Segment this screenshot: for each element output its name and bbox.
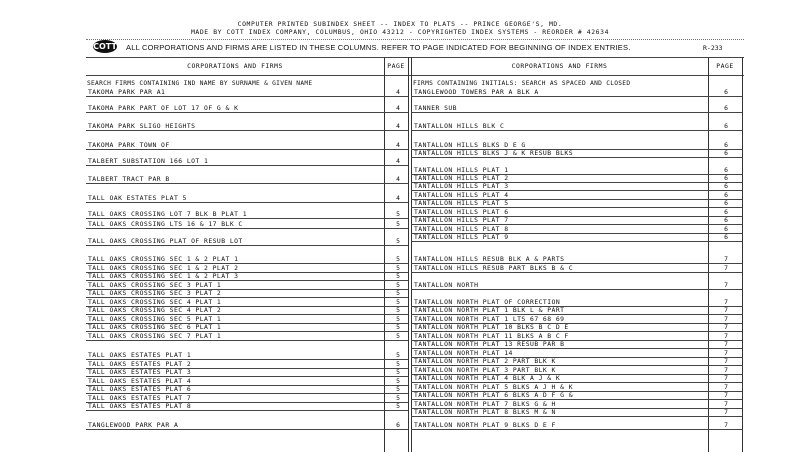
entry-page: 7	[724, 421, 728, 429]
entry-page: 7	[724, 255, 728, 263]
entry-name: TALL OAKS CROSSING SEC 3 PLAT 1	[88, 281, 222, 289]
entry-page: 5	[396, 298, 400, 306]
entry-page: 5	[396, 306, 400, 314]
entry-page: 7	[724, 366, 728, 374]
entry-page: 6	[724, 233, 728, 241]
entry-page: 6	[724, 208, 728, 216]
entry-name: TAKOMA PARK PART OF LOT 17 OF G & K	[88, 104, 239, 112]
entry-page: 6	[724, 191, 728, 199]
entry-page: 5	[396, 323, 400, 331]
row-rule	[86, 149, 408, 150]
entry-page: 5	[396, 351, 400, 359]
entry-name: TANGLEWOOD TOWERS PAR A BLK A	[414, 88, 539, 96]
entry-name: TALL OAKS CROSSING PLAT OF RESUB LOT	[88, 237, 243, 245]
row-rule	[86, 429, 408, 430]
column-notice: ALL CORPORATIONS AND FIRMS ARE LISTED IN THESE COLUMNS. REFER TO PAGE INDICATED FOR BEGINNING OF INDEX ENTRIES.	[126, 43, 631, 52]
entry-name: TANTALLON NORTH PLAT 5 BLKS A J H & K	[414, 383, 574, 391]
publisher-line: MADE BY COTT INDEX COMPANY, COLUMBUS, OHIO 43212 - COPYRIGHTED INDEX SYSTEMS - REORDER # 42634	[190, 28, 610, 36]
entry-page: 5	[396, 385, 400, 393]
entry-page: 6	[724, 88, 728, 96]
table-header-border	[86, 75, 744, 76]
entry-name: TALL OAKS CROSSING SEC 4 PLAT 2	[88, 306, 222, 314]
entry-name: TANTALLON HILLS RESUB PART BLKS B & C	[414, 264, 574, 272]
entry-page: 5	[396, 315, 400, 323]
entry-name: TALL OAKS ESTATES PLAT 8	[88, 402, 192, 410]
entry-page: 5	[396, 360, 400, 368]
entry-name: TANTALLON HILLS BLK C	[414, 122, 505, 130]
entry-name: TANTALLON HILLS PLAT 1	[414, 166, 509, 174]
row-rule	[411, 157, 742, 158]
entry-name: TANGLEWOOD PARK PAR A	[88, 421, 179, 429]
entry-name: TAKOMA PARK PAR A1	[88, 88, 166, 96]
row-rule	[86, 112, 408, 113]
entry-page: 6	[724, 199, 728, 207]
entry-name: TANTALLON NORTH PLAT 11 BLKS A B C F	[414, 332, 569, 340]
entry-name: TALL OAKS ESTATES PLAT 4	[88, 377, 192, 385]
entry-name: TANTALLON NORTH PLAT 10 BLKS B C D E	[414, 323, 569, 331]
entry-page: 4	[396, 175, 400, 183]
row-rule	[411, 416, 742, 417]
entry-name: TANTALLON HILLS PLAT 5	[414, 199, 509, 207]
column-divider-right-page	[708, 57, 709, 452]
entry-page: 7	[724, 383, 728, 391]
entry-page: 5	[396, 281, 400, 289]
entry-page: 5	[396, 272, 400, 280]
entry-name: TALBERT TRACT PAR B	[88, 175, 170, 183]
entry-page: 5	[396, 255, 400, 263]
row-rule	[411, 96, 742, 97]
entry-name: TANTALLON HILLS PLAT 6	[414, 208, 509, 216]
entry-name: TANTALLON NORTH PLAT 1 LTS 67 68 69	[414, 315, 565, 323]
entry-page: 7	[724, 306, 728, 314]
row-rule	[86, 202, 408, 203]
entry-name: TANTALLON HILLS RESUB BLK A & PARTS	[414, 255, 565, 263]
sheet-number: R-233	[703, 44, 723, 52]
entry-name: TANTALLON NORTH PLAT 7 BLKS G & H	[414, 400, 556, 408]
entry-name: TAKOMA PARK TOWN OF	[88, 141, 170, 149]
entry-page: 5	[396, 237, 400, 245]
entry-name: TALL OAKS CROSSING SEC 1 & 2 PLAT 1	[88, 255, 239, 263]
entry-page: 5	[396, 289, 400, 297]
entry-name: TALL OAK ESTATES PLAT 5	[88, 194, 187, 202]
entry-name: TALL OAKS CROSSING SEC 1 & 2 PLAT 2	[88, 264, 239, 272]
entry-page: 4	[396, 157, 400, 165]
entry-page: 5	[396, 402, 400, 410]
entry-page: 7	[724, 408, 728, 416]
entry-page: 6	[396, 421, 400, 429]
table-right-border	[742, 57, 743, 452]
entry-page: 5	[396, 332, 400, 340]
entry-name: TANTALLON HILLS PLAT 2	[414, 174, 509, 182]
row-rule	[86, 410, 408, 411]
entry-page: 5	[396, 264, 400, 272]
entry-name: TANTALLON HILLS PLAT 7	[414, 216, 509, 224]
entry-name: TALL OAKS ESTATES PLAT 2	[88, 360, 192, 368]
entry-name: TALL OAKS CROSSING SEC 7 PLAT 1	[88, 332, 222, 340]
row-rule	[411, 112, 742, 113]
entry-page: 7	[724, 340, 728, 348]
entry-page: 5	[396, 394, 400, 402]
column-divider-middle-b	[411, 57, 412, 452]
row-rule	[411, 429, 742, 430]
entry-name: TALL OAKS CROSSING LOT 7 BLK B PLAT 1	[88, 210, 248, 218]
entry-name: TANTALLON HILLS BLKS D E G	[414, 141, 526, 149]
entry-name: TANNER SUB	[414, 104, 457, 112]
entry-name: TANTALLON NORTH PLAT 2 PART BLK K	[414, 357, 556, 365]
entry-name: TANTALLON NORTH PLAT 3 PART BLK K	[414, 366, 556, 374]
row-rule	[86, 96, 408, 97]
right-column-note: FIRMS CONTAINING INITIALS: SEARCH AS SPACED AND CLOSED	[413, 80, 631, 87]
entry-page: 6	[724, 166, 728, 174]
entry-name: TALL OAKS ESTATES PLAT 6	[88, 385, 192, 393]
entry-page: 6	[724, 104, 728, 112]
entry-page: 7	[724, 332, 728, 340]
entry-name: TANTALLON NORTH PLAT 6 BLKS A D F G &	[414, 391, 574, 399]
entry-name: TANTALLON HILLS PLAT 8	[414, 225, 509, 233]
entry-page: 7	[724, 315, 728, 323]
entry-page: 7	[724, 281, 728, 289]
entry-name: TALL OAKS CROSSING SEC 4 PLAT 1	[88, 298, 222, 306]
entry-page: 5	[396, 377, 400, 385]
entry-name: TANTALLON HILLS BLKS J & K RESUB BLKS	[414, 149, 574, 157]
entry-page: 4	[396, 104, 400, 112]
entry-name: TALL OAKS CROSSING LTS 16 & 17 BLK C	[88, 220, 243, 228]
entry-name: TANTALLON NORTH PLAT 9 BLKS D E F	[414, 421, 556, 429]
row-rule	[86, 130, 408, 131]
entry-page: 7	[724, 298, 728, 306]
entry-name: TALL OAKS CROSSING SEC 1 & 2 PLAT 3	[88, 272, 239, 280]
entry-page: 6	[724, 149, 728, 157]
entry-page: 6	[724, 216, 728, 224]
row-rule	[86, 183, 408, 184]
entry-page: 7	[724, 323, 728, 331]
entry-name: TANTALLON HILLS PLAT 4	[414, 191, 509, 199]
entry-name: TANTALLON NORTH PLAT 4 BLK A J & K	[414, 374, 561, 382]
row-rule	[86, 340, 408, 341]
entry-page: 7	[724, 264, 728, 272]
entry-page: 4	[396, 88, 400, 96]
entry-page: 4	[396, 141, 400, 149]
column-divider-middle-a	[408, 57, 409, 452]
entry-page: 7	[724, 357, 728, 365]
entry-page: 6	[724, 122, 728, 130]
sheet-title: COMPUTER PRINTED SUBINDEX SHEET -- INDEX TO PLATS -- PRINCE GEORGE'S, MD.	[237, 20, 563, 28]
right-page-heading: PAGE	[716, 62, 734, 70]
entry-name: TANTALLON HILLS PLAT 3	[414, 182, 509, 190]
entry-page: 6	[724, 174, 728, 182]
row-rule	[86, 245, 408, 246]
table-top-border	[86, 57, 744, 58]
row-rule	[411, 241, 742, 242]
entry-name: TALL OAKS CROSSING SEC 3 PLAT 2	[88, 289, 222, 297]
left-column-heading: CORPORATIONS AND FIRMS	[187, 62, 283, 70]
entry-page: 7	[724, 374, 728, 382]
entry-page: 4	[396, 194, 400, 202]
entry-page: 7	[724, 349, 728, 357]
entry-page: 6	[724, 225, 728, 233]
entry-name: TALL OAKS CROSSING SEC 6 PLAT 1	[88, 323, 222, 331]
entry-page: 4	[396, 122, 400, 130]
row-rule	[86, 165, 408, 166]
cott-logo: COTT	[93, 42, 117, 51]
entry-name: TALL OAKS ESTATES PLAT 3	[88, 368, 192, 376]
entry-name: TANTALLON NORTH PLAT 14	[414, 349, 513, 357]
entry-name: TAKOMA PARK SLIGO HEIGHTS	[88, 122, 196, 130]
entry-name: TALL OAKS CROSSING SEC 5 PLAT 1	[88, 315, 222, 323]
entry-page: 6	[724, 182, 728, 190]
row-rule	[411, 289, 742, 290]
row-rule	[411, 272, 742, 273]
entry-page: 6	[724, 141, 728, 149]
right-column-heading: CORPORATIONS AND FIRMS	[511, 62, 608, 70]
row-rule	[86, 228, 408, 229]
entry-page: 5	[396, 368, 400, 376]
entry-name: TANTALLON NORTH PLAT 8 BLKS M & N	[414, 408, 556, 416]
entry-name: TANTALLON NORTH PLAT OF CORRECTION	[414, 298, 561, 306]
entry-name: TANTALLON HILLS PLAT 9	[414, 233, 509, 241]
row-rule	[411, 130, 742, 131]
entry-name: TANTALLON NORTH PLAT 13 RESUB PAR B	[414, 340, 565, 348]
left-column-note: SEARCH FIRMS CONTAINING IND NAME BY SURNAME & GIVEN NAME	[87, 80, 313, 87]
entry-name: TALL OAKS ESTATES PLAT 1	[88, 351, 192, 359]
entry-page: 7	[724, 400, 728, 408]
entry-name: TANTALLON NORTH PLAT 1 BLK L & PART	[414, 306, 565, 314]
left-page-heading: PAGE	[387, 62, 405, 70]
header-divider	[86, 39, 744, 40]
row-rule	[86, 218, 408, 219]
entry-name: TALL OAKS ESTATES PLAT 7	[88, 394, 192, 402]
entry-name: TANTALLON NORTH	[414, 281, 479, 289]
entry-name: TALBERT SUBSTATION 166 LOT 1	[88, 157, 209, 165]
entry-page: 5	[396, 220, 400, 228]
entry-page: 7	[724, 391, 728, 399]
entry-page: 5	[396, 210, 400, 218]
